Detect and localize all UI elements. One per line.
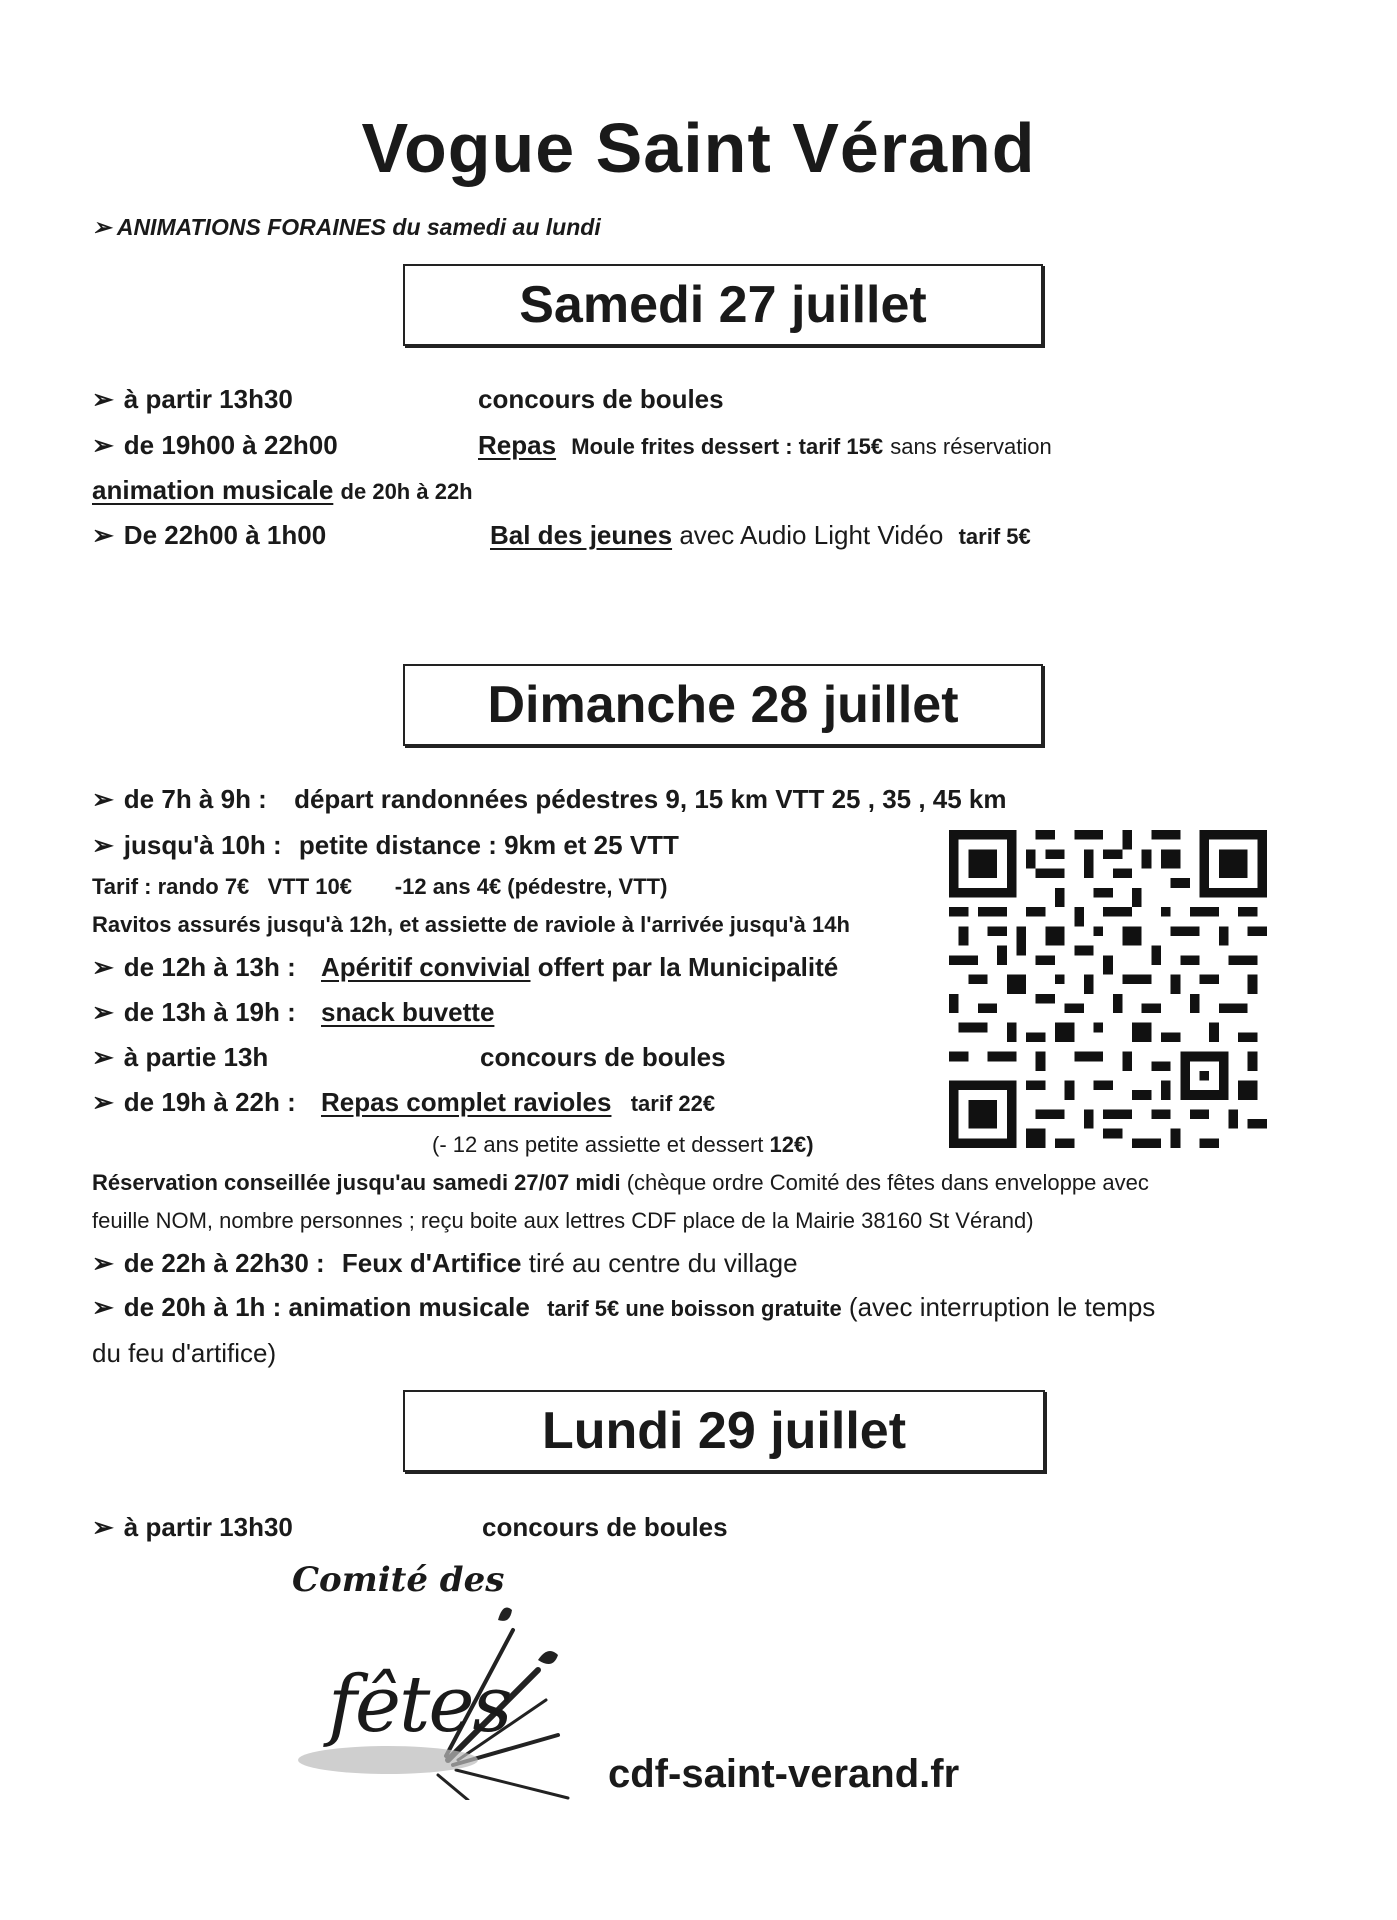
sun-l12-event: Feux d'Artifice <box>341 1248 522 1278</box>
sat-l3-event: animation musicale <box>92 475 334 505</box>
sun-line-6 <box>92 997 494 1028</box>
sun-line-7 <box>92 1042 268 1073</box>
sat-l4-price: tarif 5€ <box>958 524 1031 549</box>
sat-l4-time: De 22h00 à 1h00 <box>123 520 327 550</box>
sun-l14-text: du feu d'artifice) <box>92 1338 277 1368</box>
sun-line-9 <box>432 1132 814 1158</box>
sat-line-1 <box>92 384 293 415</box>
page-title: Vogue Saint Vérand <box>361 109 1036 187</box>
sun-l2-event: petite distance : 9km et 25 VTT <box>298 830 679 860</box>
sun-l8-event: Repas complet ravioles <box>321 1087 612 1117</box>
sun-l10-bold: Réservation conseillée jusqu'au samedi 27/07 midi <box>92 1170 621 1195</box>
bullet-arrow-icon: ➢ <box>92 1042 114 1072</box>
sun-l3-text: Tarif : rando 7€ VTT 10€ -12 ans 4€ (pédestre, VTT) <box>92 874 668 899</box>
sun-l1-time: de 7h à 9h : <box>123 784 267 814</box>
subtitle <box>92 214 601 241</box>
bullet-arrow-icon: ➢ <box>92 214 112 240</box>
bullet-arrow-icon: ➢ <box>92 1087 114 1117</box>
sun-l10-text: (chèque ordre Comité des fêtes dans enveloppe avec <box>626 1170 1149 1195</box>
sat-l2-time: de 19h00 à 22h00 <box>123 430 338 460</box>
sat-l1-event: concours de boules <box>478 384 724 414</box>
qr-code-icon <box>944 830 1272 1148</box>
sat-l2-detail: Moule frites dessert : tarif 15€ <box>571 434 884 459</box>
sat-l4-event: Bal des jeunes <box>490 520 673 550</box>
sun-l8-price: tarif 22€ <box>630 1091 716 1116</box>
bullet-arrow-icon: ➢ <box>92 784 114 814</box>
sat-l4-detail: avec Audio Light Vidéo <box>679 520 944 550</box>
sun-l13-time: de 20h à 1h : <box>123 1292 282 1322</box>
subtitle-text: ANIMATIONS FORAINES du samedi au lundi <box>116 214 601 240</box>
sun-l6-event: snack buvette <box>321 997 495 1027</box>
mon-l1-event: concours de boules <box>482 1512 728 1542</box>
sat-line-2-details <box>478 430 1052 461</box>
sun-l12-time: de 22h à 22h30 : <box>123 1248 325 1278</box>
sun-line-2 <box>92 830 679 861</box>
sun-l4-text: Ravitos assurés jusqu'à 12h, et assiette de raviole à l'arrivée jusqu'à 14h <box>92 912 850 937</box>
sun-l13-event: animation musicale <box>288 1292 530 1322</box>
sat-line-2 <box>92 430 338 461</box>
sun-l9-text: (- 12 ans petite assiette et dessert <box>432 1132 764 1157</box>
bullet-arrow-icon: ➢ <box>92 430 114 460</box>
sun-l7-time: à partie 13h <box>123 1042 269 1072</box>
bullet-arrow-icon: ➢ <box>92 1512 114 1542</box>
sun-l7-event: concours de boules <box>480 1042 726 1072</box>
logo-text-line2: fêtes <box>328 1660 511 1750</box>
sun-l6-time: de 13h à 19h : <box>123 997 296 1027</box>
mon-line-1 <box>92 1512 293 1543</box>
bullet-arrow-icon: ➢ <box>92 384 114 414</box>
sat-l2-event: Repas <box>478 430 557 460</box>
bullet-arrow-icon: ➢ <box>92 1292 114 1322</box>
bullet-arrow-icon: ➢ <box>92 520 114 550</box>
day-heading-saturday: Samedi 27 juillet <box>403 264 1043 346</box>
sat-l2-extra: sans réservation <box>890 434 1052 459</box>
sat-line-4 <box>92 520 326 551</box>
sat-line-4-details <box>490 520 1031 551</box>
sun-l13-detail: (avec interruption le temps <box>848 1292 1156 1322</box>
sun-l2-time: jusqu'à 10h : <box>123 830 282 860</box>
sat-l3-detail: de 20h à 22h <box>340 479 473 504</box>
sun-l11-text: feuille NOM, nombre personnes ; reçu boite aux lettres CDF place de la Mairie 38160 St Vérand) <box>92 1208 1034 1233</box>
sun-line-5 <box>92 952 838 983</box>
sun-l1-event: départ randonnées pédestres 9, 15 km VTT 25 , 35 , 45 km <box>294 784 1007 814</box>
day-heading-monday: Lundi 29 juillet <box>403 1390 1045 1472</box>
sun-l5-detail: offert par la Municipalité <box>537 952 839 982</box>
sun-l8-time: de 19h à 22h : <box>123 1087 296 1117</box>
sun-l5-event: Apéritif convivial <box>321 952 531 982</box>
sat-line-3 <box>92 475 473 506</box>
sun-l13-price: tarif 5€ une boisson gratuite <box>547 1296 842 1321</box>
sun-line-13 <box>92 1292 1155 1323</box>
logo-text-line1: Comité des <box>292 1560 505 1600</box>
bullet-arrow-icon: ➢ <box>92 997 114 1027</box>
bullet-arrow-icon: ➢ <box>92 952 114 982</box>
day-heading-sunday: Dimanche 28 juillet <box>403 664 1043 746</box>
sun-l9-price: 12€) <box>769 1132 814 1157</box>
mon-l1-time: à partir 13h30 <box>123 1512 293 1542</box>
sun-l5-time: de 12h à 13h : <box>123 952 296 982</box>
sun-line-12 <box>92 1248 798 1279</box>
comite-des-fetes-logo <box>288 1560 588 1800</box>
website-url: cdf-saint-verand.fr <box>608 1752 960 1796</box>
bullet-arrow-icon: ➢ <box>92 830 114 860</box>
sun-line-10 <box>92 1170 1149 1196</box>
sun-line-1 <box>92 784 1007 815</box>
bullet-arrow-icon: ➢ <box>92 1248 114 1278</box>
sat-l1-time: à partir 13h30 <box>123 384 293 414</box>
sun-line-8 <box>92 1087 715 1118</box>
sun-l12-detail: tiré au centre du village <box>528 1248 798 1278</box>
